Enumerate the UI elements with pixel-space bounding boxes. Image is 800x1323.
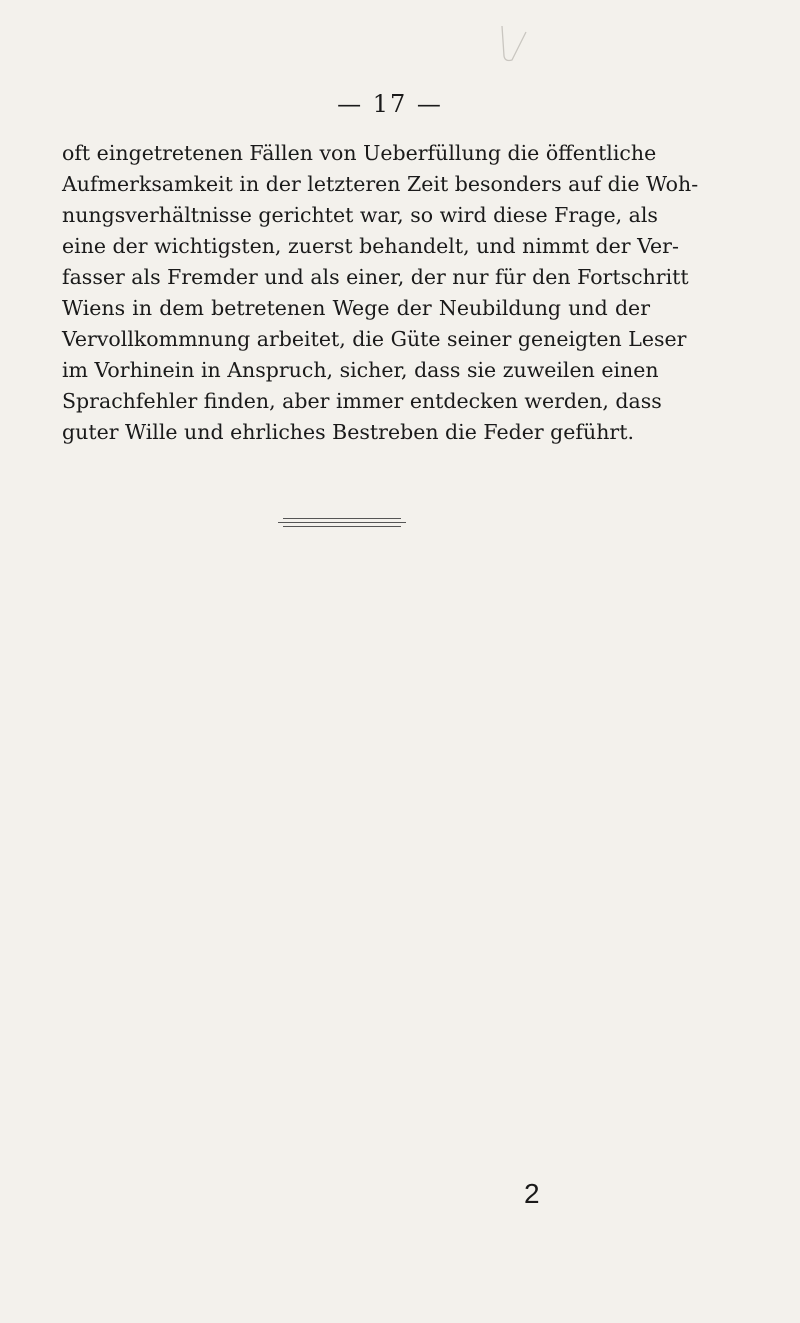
signature-mark: 2 bbox=[524, 1178, 540, 1209]
text-line: Aufmerksamkeit in der letzteren Zeit besonders auf die Woh- bbox=[62, 172, 699, 196]
text-line: Sprachfehler finden, aber immer entdecken werden, dass bbox=[62, 389, 662, 413]
body-paragraph bbox=[62, 138, 699, 448]
text-line: im Vorhinein in Anspruch, sicher, dass sie zuweilen einen bbox=[62, 358, 659, 382]
text-line: guter Wille und ehrliches Bestreben die Feder geführt. bbox=[62, 420, 634, 444]
section-divider bbox=[283, 526, 401, 527]
text-line: Vervollkommnung arbeitet, die Güte seiner geneigten Leser bbox=[62, 327, 687, 351]
page-number: — 17 — bbox=[337, 90, 443, 118]
text-line: Wiens in dem betretenen Wege der Neubildung und der bbox=[62, 296, 650, 320]
text-line: eine der wichtigsten, zuerst behandelt, und nimmt der Ver- bbox=[62, 234, 679, 258]
section-divider bbox=[283, 518, 401, 519]
text-line: fasser als Fremder und als einer, der nur für den Fortschritt bbox=[62, 265, 689, 289]
section-divider bbox=[278, 522, 406, 523]
text-line: nungsverhältnisse gerichtet war, so wird diese Frage, als bbox=[62, 203, 658, 227]
pencil-mark bbox=[492, 22, 532, 66]
text-line: oft eingetretenen Fällen von Ueberfüllung die öffentliche bbox=[62, 141, 657, 165]
